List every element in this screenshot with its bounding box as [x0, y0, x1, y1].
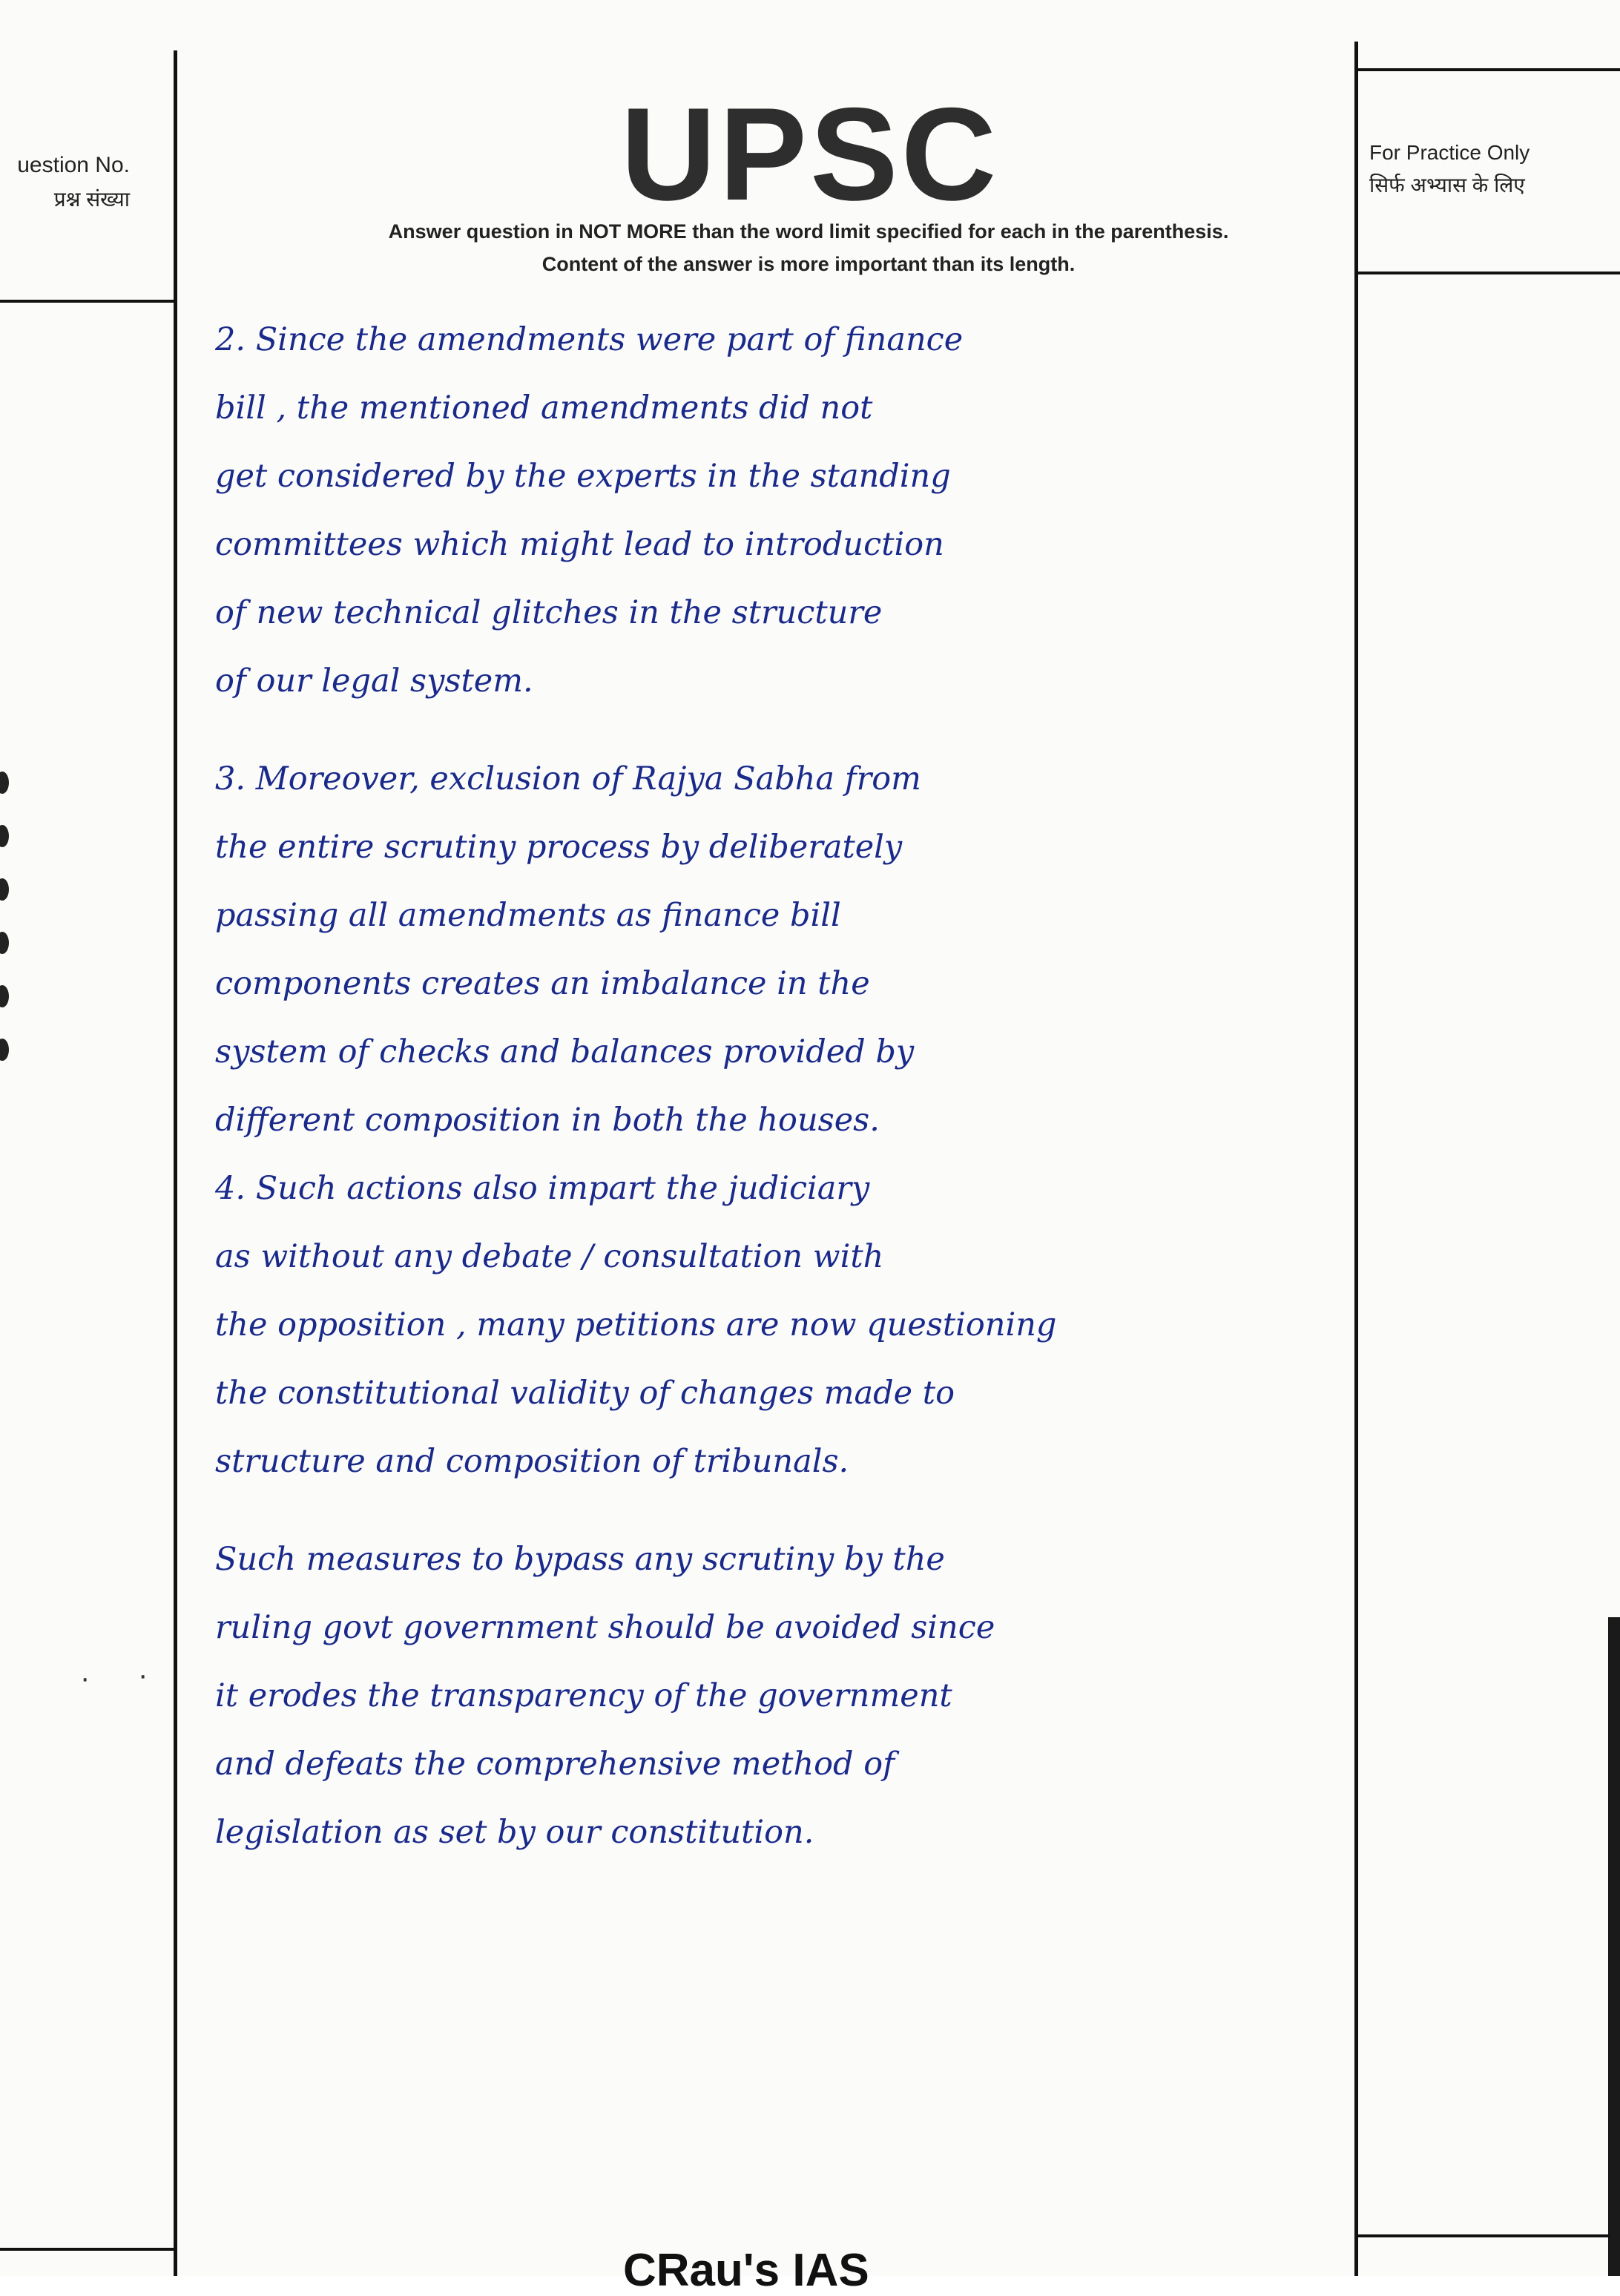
practice-only-en: For Practice Only [1369, 141, 1530, 164]
right-margin-line [1354, 42, 1358, 2276]
punch-mark [0, 932, 9, 954]
answer-line: Such measures to bypass any scrutiny by the [215, 1541, 945, 1578]
answer-line: structure and composition of tribunals. [215, 1443, 849, 1480]
stray-dot: · [138, 1659, 148, 1691]
handwritten-answer [215, 306, 1335, 1866]
answer-line: the opposition , many petitions are now questioning [215, 1306, 1057, 1343]
question-number-label-hi: प्रश्न संख्या [53, 188, 130, 211]
punch-mark [0, 825, 9, 847]
answer-line: committees which might lead to introduction [215, 526, 944, 563]
paragraph-gap [215, 715, 1335, 745]
answer-line: 4. Such actions also impart the judiciary [215, 1170, 870, 1207]
answer-line: 2. Since the amendments were part of finance [215, 321, 964, 358]
header-bottom-rule-left [0, 300, 175, 303]
punch-mark [0, 878, 9, 901]
answer-line: legislation as set by our constitution. [215, 1814, 814, 1851]
answer-line: of our legal system. [215, 662, 533, 700]
answer-line: 3. Moreover, exclusion of Rajya Sabha from [215, 760, 921, 797]
answer-line: as without any debate / consultation with [215, 1238, 884, 1275]
instruction-line-2: Content of the answer is more important than its length. [541, 253, 1076, 275]
answer-line: the entire scrutiny process by deliberately [215, 829, 903, 866]
sheet-edge-shadow [1608, 1617, 1620, 2276]
stray-dot: · [80, 1662, 90, 1694]
left-edge-punch-marks [0, 772, 10, 1092]
answer-instructions [178, 215, 1439, 280]
answer-line: bill , the mentioned amendments did not [215, 389, 873, 427]
answer-line: the constitutional validity of changes made to [215, 1375, 955, 1412]
question-number-label-en: uestion No. [17, 153, 130, 177]
answer-line: it erodes the transparency of the government [215, 1677, 952, 1714]
practice-only-label [1369, 136, 1592, 202]
punch-mark [0, 985, 9, 1007]
answer-line: of new technical glitches in the structure [215, 594, 883, 631]
answer-line: ruling govt government should be avoided since [215, 1609, 995, 1646]
left-margin-line [174, 50, 177, 2276]
answer-line: passing all amendments as finance bill [215, 897, 841, 934]
footer-rule-right [1357, 2234, 1610, 2237]
paragraph-gap [215, 1496, 1335, 1525]
answer-line: get considered by the experts in the standing [215, 458, 951, 495]
answer-line: components creates an imbalance in the [215, 965, 870, 1002]
practice-only-hi: सिर्फ अभ्यास के लिए [1369, 174, 1525, 197]
answer-line: and defeats the comprehensive method of [215, 1746, 895, 1783]
punch-mark [0, 772, 9, 794]
punch-mark [0, 1039, 9, 1061]
header-top-rule [1357, 68, 1620, 71]
answer-line: system of checks and balances provided by [215, 1033, 915, 1070]
upsc-logo: UPSC [620, 80, 1000, 228]
footer-brand-partial: CRau's IAS [623, 2245, 869, 2296]
instruction-line-1: Answer question in NOT MORE than the word limit specified for each in the parenthesis. [388, 220, 1229, 243]
answer-line: different composition in both the houses. [215, 1102, 880, 1139]
footer-rule-left [0, 2248, 175, 2251]
